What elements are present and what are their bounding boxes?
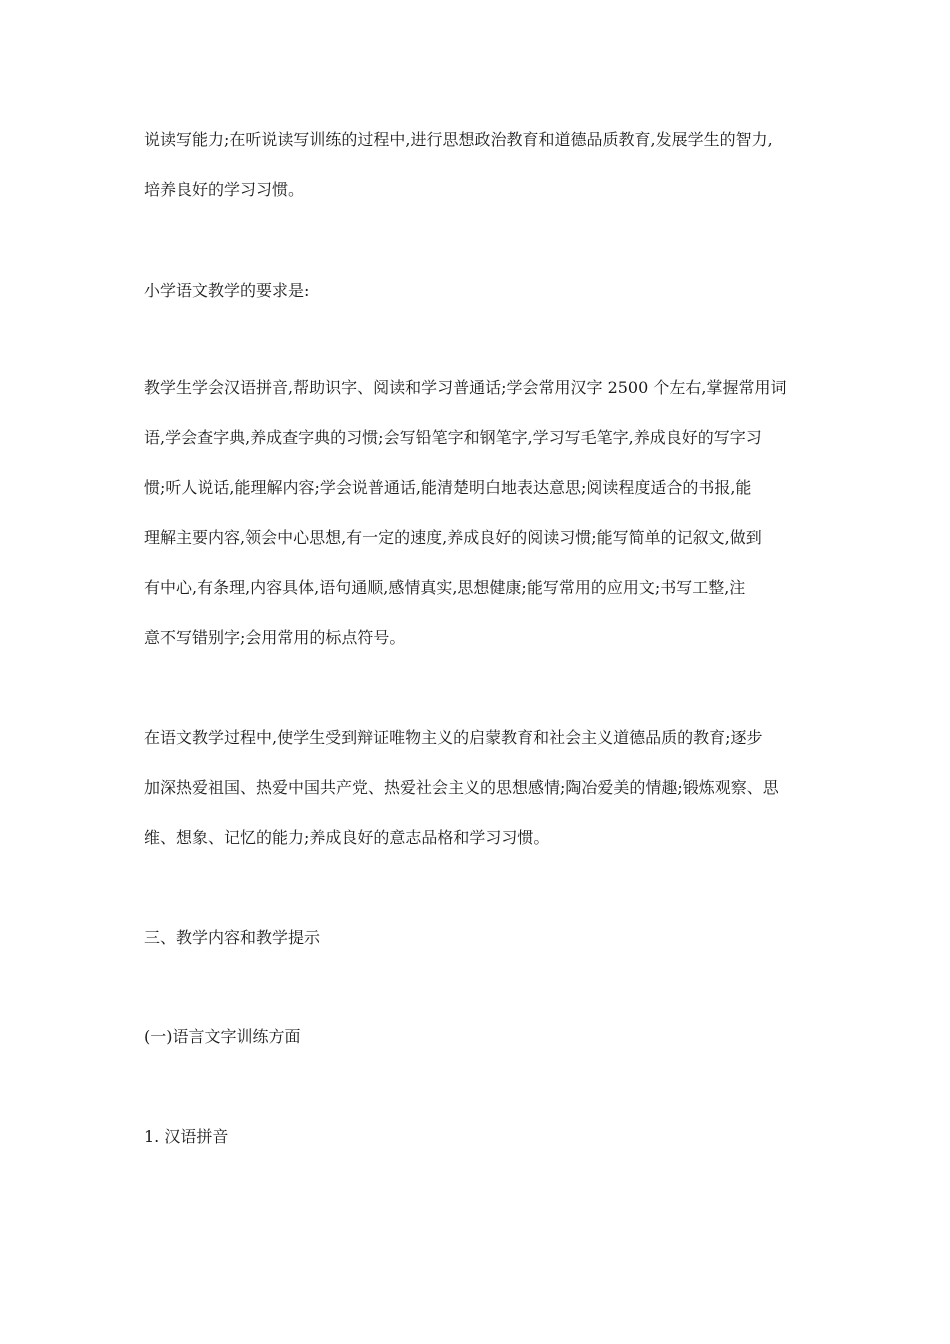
text-line: 惯;听人说话,能理解内容;学会说普通话,能清楚明白地表达意思;阅读程度适合的书报,能 <box>144 478 752 497</box>
heading-text: 1. 汉语拼音 <box>144 1127 229 1146</box>
text-line: 说读写能力;在听说读写训练的过程中,进行思想政治教育和道德品质教育,发展学生的智力, <box>144 130 773 149</box>
paragraph-4 <box>144 713 779 863</box>
text-line: 培养良好的学习习惯。 <box>144 180 305 199</box>
text-line: 小学语文教学的要求是: <box>144 281 310 300</box>
text-line: 在语文教学过程中,使学生受到辩证唯物主义的启蒙教育和社会主义道德品质的教育;逐步 <box>144 728 763 747</box>
section-heading <box>144 913 320 963</box>
item-heading <box>144 1112 228 1162</box>
paragraph-1 <box>144 115 773 215</box>
paragraph-2 <box>144 266 309 316</box>
paragraph-3 <box>144 363 786 663</box>
text-line: 理解主要内容,领会中心思想,有一定的速度,养成良好的阅读习惯;能写简单的记叙文,做到 <box>144 528 762 547</box>
text-line: 意不写错别字;会用常用的标点符号。 <box>144 628 406 647</box>
text-line: 维、想象、记忆的能力;养成良好的意志品格和学习习惯。 <box>144 828 550 847</box>
text-line: 加深热爱祖国、热爱中国共产党、热爱社会主义的思想感情;陶冶爱美的情趣;锻炼观察、思 <box>144 778 779 797</box>
subsection-heading <box>144 1012 301 1062</box>
text-line: 语,学会查字典,养成查字典的习惯;会写铅笔字和钢笔字,学习写毛笔字,养成良好的写字习 <box>144 428 762 447</box>
heading-text: (一)语言文字训练方面 <box>144 1027 301 1046</box>
text-line: 教学生学会汉语拼音,帮助识字、阅读和学习普通话;学会常用汉字 2500 个左右,掌握常用词 <box>144 378 787 397</box>
text-line: 有中心,有条理,内容具体,语句通顺,感情真实,思想健康;能写常用的应用文;书写工整,注 <box>144 578 746 597</box>
heading-text: 三、教学内容和教学提示 <box>144 928 321 947</box>
